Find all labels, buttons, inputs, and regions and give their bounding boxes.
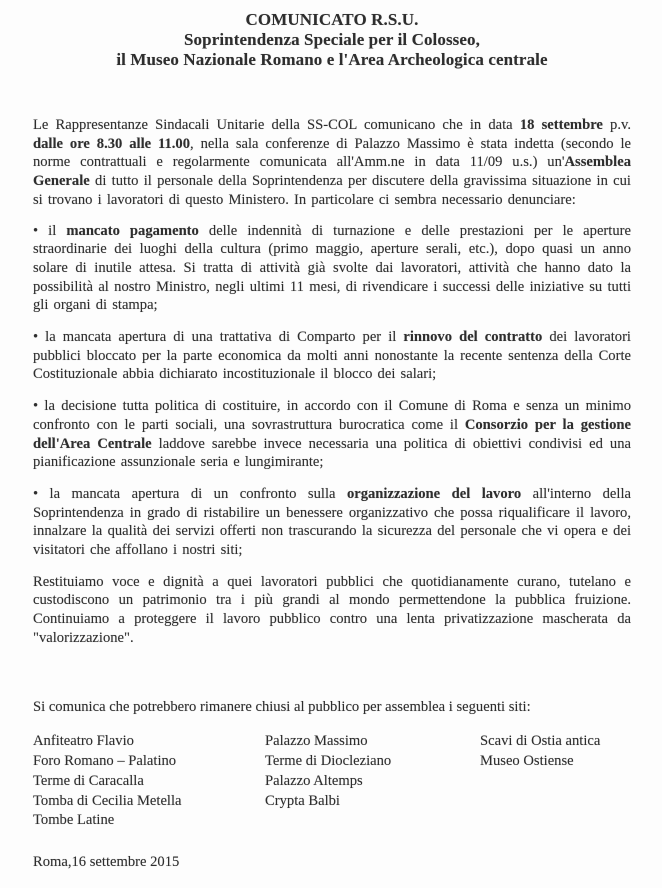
site-item: Tombe Latine — [33, 812, 115, 829]
document-title — [33, 10, 631, 70]
bullet-mancato-pagamento: • il mancato pagamento delle indennità di turnazione e delle prestazioni per le aperture straordinarie dei luoghi della cultura (primo maggio, aperture serali, etc.), dopo quasi un anno solare di inutile attesa. Si tratta di attività già svolte dai lavoratori, attività che hanno dato la possibilità al nostro Ministro, negli ultimi 11 mesi, di rivendicare i successi delle iniziative su tutti gli organi di stampa; — [33, 222, 631, 314]
site-item: Foro Romano – Palatino — [33, 753, 177, 770]
sites-note: Si comunica che potrebbero rimanere chiusi al pubblico per assemblea i seguenti siti: — [33, 698, 531, 715]
site-item: Palazzo Altemps — [265, 772, 363, 789]
sites-column-1 — [33, 732, 265, 831]
site-item: Museo Ostiense — [480, 753, 574, 770]
sites-columns — [33, 732, 631, 831]
site-item: Terme di Caracalla — [33, 772, 144, 789]
bullet-consorzio-area-centrale: • la decisione tutta politica di costituire, in accordo con il Comune di Roma e senza un minimo confronto con le parti sociali, una sovrastruttura burocratica come il Consorzio per la gestione dell'Area Centrale laddove sarebbe invece necessaria una politica di obiettivi condivisi ed una pianificazione assunzionale seria e lungimirante; — [33, 398, 632, 471]
title-line-3: il Museo Nazionale Romano e l'Area Archeologica centrale — [116, 50, 548, 69]
site-item: Tomba di Cecilia Metella — [33, 792, 182, 809]
bullet-rinnovo-contratto: • la mancata apertura di una trattativa di Comparto per il rinnovo del contratto dei lavoratori pubblici bloccato per la parte economica da molti anni nonostante la recente sentenza della Corte Costituzionale abbia dichiarato incostituzionale il blocco dei salari; — [33, 329, 631, 383]
site-item: Crypta Balbi — [265, 792, 340, 809]
dateline: Roma,16 settembre 2015 — [33, 854, 180, 871]
sites-column-3 — [480, 732, 631, 831]
title-line-1: COMUNICATO R.S.U. — [245, 10, 419, 29]
title-line-2: Soprintendenza Speciale per il Colosseo, — [184, 30, 480, 49]
bullet-organizzazione-lavoro: • la mancata apertura di un confronto sulla organizzazione del lavoro all'interno della Soprintendenza in grado di ristabilire un benessere organizzativo che possa riqualificare il lavoro, innalzare la qualità dei servizi offerti non trascurando la sicurezza del personale che vi opera e dei visitatori che affollano i nostri siti; — [33, 485, 631, 559]
sites-column-2 — [265, 732, 480, 831]
site-item: Terme di Diocleziano — [265, 753, 392, 770]
site-item: Anfiteatro Flavio — [33, 733, 134, 750]
site-item: Scavi di Ostia antica — [480, 733, 601, 750]
intro-paragraph: Le Rappresentanze Sindacali Unitarie della SS-COL comunicano che in data 18 settembre p.v. dalle ore 8.30 alle 11.00, nella sala conferenze di Palazzo Massimo è stata indetta (secondo le norme contrattuali e regolarmente comunicata all'Amm.ne in data 11/09 u.s.) un'Assemblea Generale di tutto il personale della Soprintendenza per discutere della gravissima situazione in cui si trovano i lavoratori di questo Ministero. In particolare ci sembra necessario denunciare: — [33, 117, 631, 208]
closing-paragraph: Restituiamo voce e dignità a quei lavoratori pubblici che quotidianamente curano, tutelano e custodiscono un patrimonio tra i più grandi al mondo permettendone la pubblica fruizione. Continuiamo a proteggere il lavoro pubblico contro una lenta privatizzazione mascherata da "valorizzazione". — [33, 573, 631, 646]
site-item: Palazzo Massimo — [265, 733, 368, 750]
